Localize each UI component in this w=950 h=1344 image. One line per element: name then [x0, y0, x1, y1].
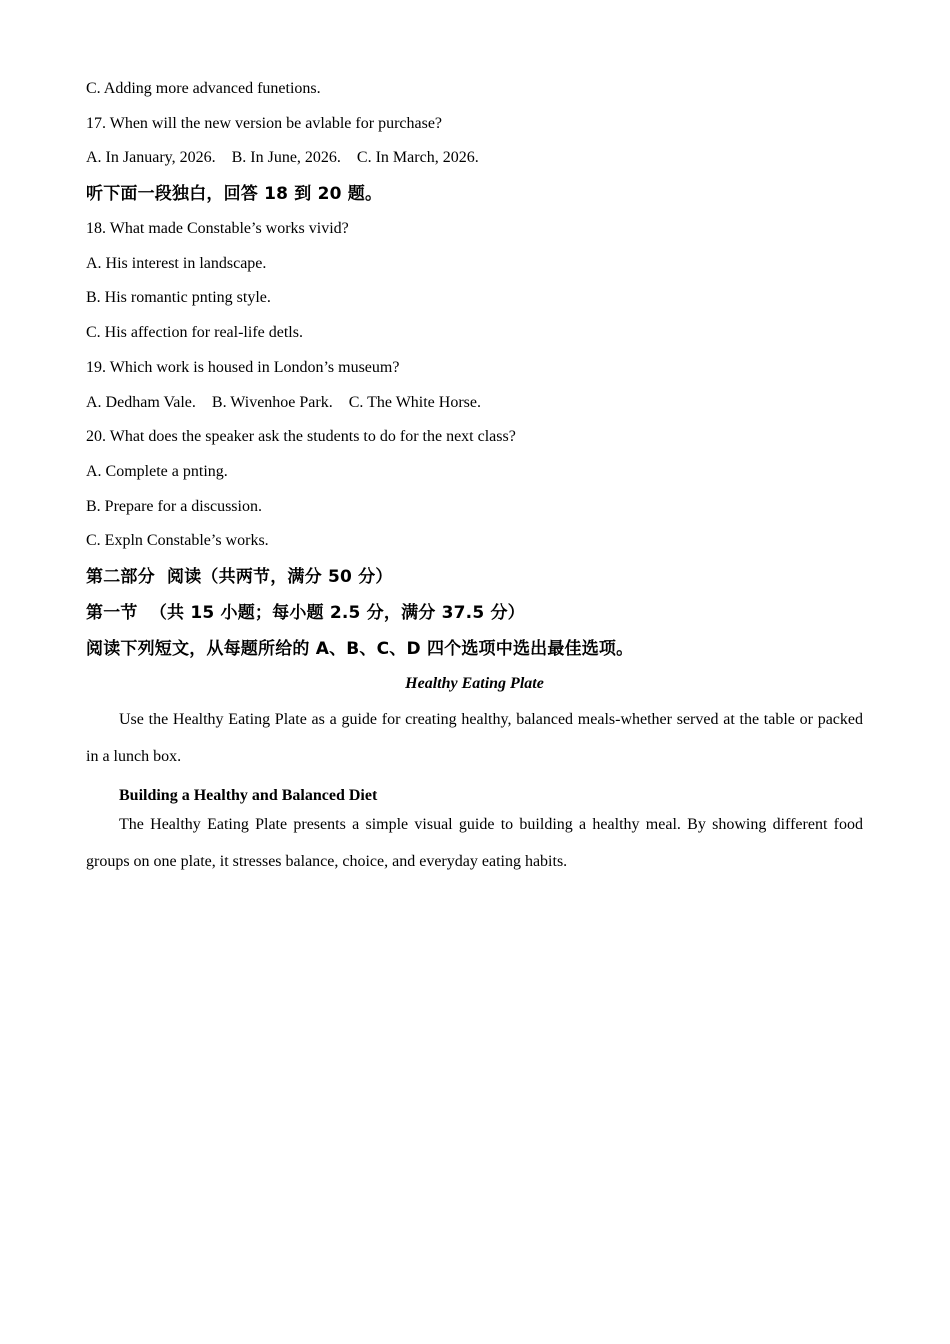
- monologue-instruction: 听下面一段独白，回答 18 到 20 题。: [86, 184, 383, 205]
- question-20-option-b: B. Prepare for a discussion.: [86, 497, 262, 515]
- passage-paragraph-2: The Healthy Eating Plate presents a simple visual guide to building a healthy meal. By showing different food groups on one plate, it stresses balance, choice, and everyday eating habits.: [86, 815, 863, 870]
- question-17: 17. When will the new version be avlable for purchase?: [86, 114, 443, 132]
- part-two-heading: 第二部分 阅读（共两节，满分 50 分）: [86, 566, 393, 587]
- document-page: [86, 78, 863, 880]
- question-18-option-c: C. His affection for real-life detls.: [86, 324, 303, 342]
- question-17-options: A. In January, 2026. B. In June, 2026. C. In March, 2026.: [86, 149, 479, 167]
- passage-paragraph-1: Use the Healthy Eating Plate as a guide for creating healthy, balanced meals-whether served at the table or packed in a lunch box.: [86, 710, 863, 765]
- question-20-option-a: A. Complete a pnting.: [86, 462, 228, 480]
- question-16-option-c: C. Adding more advanced funetions.: [86, 80, 321, 97]
- passage-title: Healthy Eating Plate: [405, 674, 544, 692]
- question-18-option-b: B. His romantic pnting style.: [86, 289, 271, 307]
- reading-instruction: 阅读下列短文，从每题所给的 A、B、C、D 四个选项中选出最佳选项。: [86, 638, 634, 659]
- question-18-option-a: A. His interest in landscape.: [86, 254, 267, 272]
- question-19-options: A. Dedham Vale. B. Wivenhoe Park. C. The White Horse.: [86, 393, 481, 411]
- section-one-heading: 第一节 （共 15 小题；每小题 2.5 分，满分 37.5 分）: [86, 602, 525, 623]
- question-20-option-c: C. Expln Constable’s works.: [86, 532, 269, 550]
- question-18: 18. What made Constable’s works vivid?: [86, 220, 349, 238]
- passage-subheading: Building a Healthy and Balanced Diet: [119, 786, 378, 804]
- question-19: 19. Which work is housed in London’s museum?: [86, 358, 400, 376]
- question-20: 20. What does the speaker ask the students to do for the next class?: [86, 428, 516, 446]
